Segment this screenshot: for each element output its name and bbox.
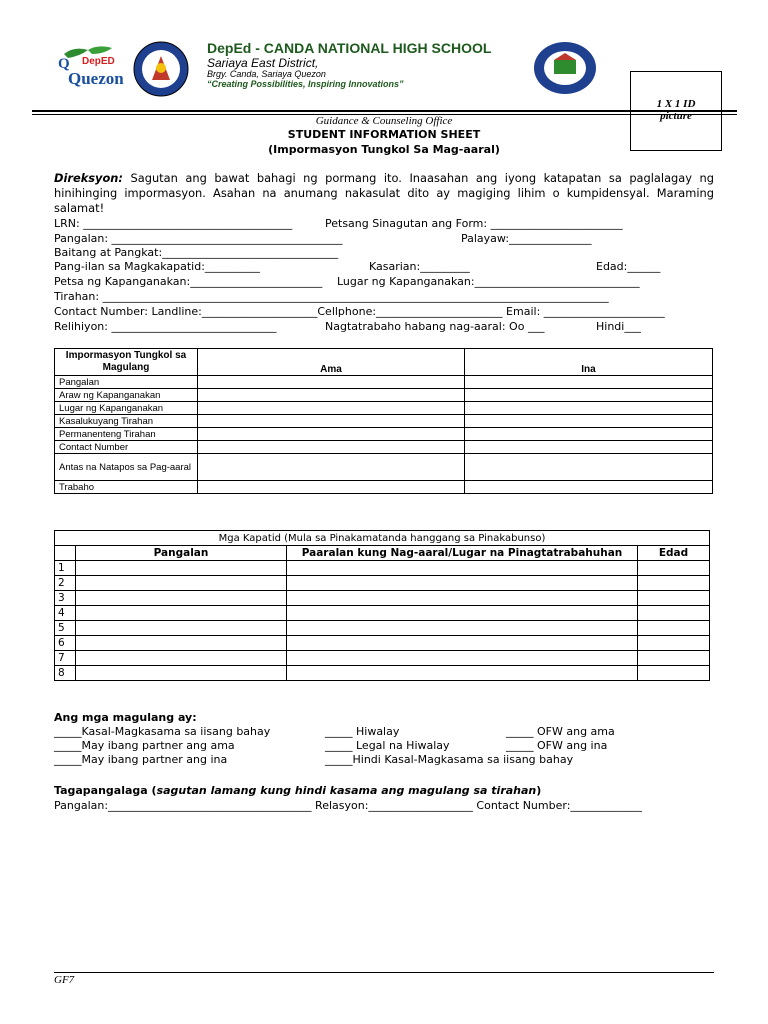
paaralan-cell[interactable] <box>287 606 638 621</box>
row-label: Lugar ng Kapanganakan <box>55 402 198 415</box>
ina-cell[interactable] <box>465 441 713 454</box>
svg-text:Q: Q <box>58 56 70 72</box>
row-label: Pangalan <box>55 376 198 389</box>
pangalan-cell[interactable] <box>76 561 287 576</box>
sheet-subtitle: (Impormasyon Tungkol Sa Mag-aaral) <box>268 143 500 156</box>
ama-cell[interactable] <box>198 415 465 428</box>
table-row <box>55 561 710 576</box>
tirahan-field[interactable]: Tirahan: ____________________________________________________________________________________________ <box>54 290 609 303</box>
table-row <box>55 651 710 666</box>
tagapangalaga-note: sagutan lamang kung hindi kasama ang magulang sa tirahan <box>156 784 537 797</box>
row-number: 7 <box>55 651 76 666</box>
option-partner-ina[interactable]: _____May ibang partner ang ina <box>54 753 228 766</box>
school-name: DepEd - CANDA NATIONAL HIGH SCHOOL <box>207 40 492 56</box>
edad-cell[interactable] <box>638 636 710 651</box>
table-row <box>55 606 710 621</box>
header-impormasyon: Impormasyon Tungkol sa Magulang <box>55 349 198 376</box>
row-number: 6 <box>55 636 76 651</box>
option-hiwalay[interactable]: _____ Hiwalay <box>325 725 400 738</box>
deped-seal-logo <box>132 40 190 98</box>
ama-cell[interactable] <box>198 428 465 441</box>
table-row <box>55 666 710 681</box>
row-number: 3 <box>55 591 76 606</box>
row-label: Kasalukuyang Tirahan <box>55 415 198 428</box>
row-number: 5 <box>55 621 76 636</box>
ama-cell[interactable] <box>198 376 465 389</box>
paaralan-cell[interactable] <box>287 666 638 681</box>
paaralan-cell[interactable] <box>287 651 638 666</box>
table-row <box>55 454 713 481</box>
direksyon-label: Direksyon: <box>54 171 123 185</box>
table-row <box>55 389 713 402</box>
id-box-line1: 1 X 1 ID <box>656 98 696 110</box>
option-hindi-kasal[interactable]: _____Hindi Kasal-Magkasama sa iisang bahay <box>325 753 574 766</box>
petsa-kapanganakan-field[interactable]: Petsa ng Kapanganakan:________________________ <box>54 275 323 288</box>
siblings-title-row <box>55 531 710 546</box>
option-kasal[interactable]: _____Kasal-Magkasama sa iisang bahay <box>54 725 271 738</box>
ama-cell[interactable] <box>198 441 465 454</box>
table-row <box>55 402 713 415</box>
pangalan-cell[interactable] <box>76 591 287 606</box>
row-label: Permanenteng Tirahan <box>55 428 198 441</box>
relihiyon-field[interactable]: Relihiyon: ______________________________ <box>54 320 277 333</box>
siblings-header-row <box>55 546 710 561</box>
ama-cell[interactable] <box>198 402 465 415</box>
ina-cell[interactable] <box>465 481 713 494</box>
header-divider <box>32 110 737 112</box>
pangalan-cell[interactable] <box>76 576 287 591</box>
district: Sariaya East District, <box>207 56 319 70</box>
edad-cell[interactable] <box>638 576 710 591</box>
school-address: Brgy. Canda, Sariaya Quezon <box>207 69 326 79</box>
header-edad: Edad <box>638 546 710 561</box>
table-row <box>55 428 713 441</box>
pangalan-cell[interactable] <box>76 636 287 651</box>
footer-divider <box>54 972 714 973</box>
row-number: 1 <box>55 561 76 576</box>
header-ama: Ama <box>198 349 465 376</box>
tagapangalaga-heading <box>54 784 541 797</box>
school-motto: “Creating Possibilities, Inspiring Innovations” <box>207 79 404 89</box>
id-box-line2: picture <box>660 110 692 122</box>
table-row <box>55 576 710 591</box>
pangalan-cell[interactable] <box>76 606 287 621</box>
petsa-form-field[interactable]: Petsang Sinagutan ang Form: ________________________ <box>325 217 623 230</box>
option-partner-ama[interactable]: _____May ibang partner ang ama <box>54 739 235 752</box>
sheet-title: STUDENT INFORMATION SHEET <box>287 128 481 141</box>
lugar-kapanganakan-field[interactable]: Lugar ng Kapanganakan:______________________________ <box>337 275 640 288</box>
table-row <box>55 636 710 651</box>
tagapangalaga-close: ) <box>536 784 542 797</box>
edad-cell[interactable] <box>638 561 710 576</box>
table-row <box>55 591 710 606</box>
option-ofw-ina[interactable]: _____ OFW ang ina <box>506 739 608 752</box>
office-name: Guidance & Counseling Office <box>315 115 453 127</box>
table-row <box>55 415 713 428</box>
nagtatrabaho-field[interactable]: Nagtatrabaho habang nag-aaral: Oo ___ <box>325 320 545 333</box>
edad-cell[interactable] <box>638 666 710 681</box>
svg-text:Quezon: Quezon <box>68 69 124 88</box>
table-row <box>55 481 713 494</box>
row-number: 2 <box>55 576 76 591</box>
svg-text:DepED: DepED <box>82 56 115 67</box>
siblings-title: Mga Kapatid (Mula sa Pinakamatanda hanggang sa Pinakabunso) <box>55 531 710 546</box>
row-label: Antas na Natapos sa Pag-aaral <box>55 454 198 481</box>
ina-cell[interactable] <box>465 376 713 389</box>
paaralan-cell[interactable] <box>287 561 638 576</box>
paaralan-cell[interactable] <box>287 576 638 591</box>
ina-cell[interactable] <box>465 428 713 441</box>
row-label: Contact Number <box>55 441 198 454</box>
lrn-field[interactable]: LRN: ______________________________________ <box>54 217 293 230</box>
header-ina: Ina <box>465 349 713 376</box>
ina-cell[interactable] <box>465 402 713 415</box>
paaralan-cell[interactable] <box>287 591 638 606</box>
option-legal-hiwalay[interactable]: _____ Legal na Hiwalay <box>325 739 450 752</box>
ama-cell[interactable] <box>198 389 465 402</box>
pangalan-cell[interactable] <box>76 651 287 666</box>
baitang-field[interactable]: Baitang at Pangkat:________________________________ <box>54 246 339 259</box>
edad-cell[interactable] <box>638 591 710 606</box>
ina-cell[interactable] <box>465 454 713 481</box>
row-label: Araw ng Kapanganakan <box>55 389 198 402</box>
table-row <box>55 441 713 454</box>
form-code: GF7 <box>54 974 75 986</box>
palayaw-field[interactable]: Palayaw:_______________ <box>461 232 592 245</box>
option-ofw-ama[interactable]: _____ OFW ang ama <box>506 725 615 738</box>
paaralan-cell[interactable] <box>287 636 638 651</box>
magulang-heading: Ang mga magulang ay: <box>54 711 197 724</box>
paaralan-cell[interactable] <box>287 621 638 636</box>
parents-table <box>54 348 713 494</box>
direksyon-text: Sagutan ang bawat bahagi ng pormang ito. Inaasahan ang iyong katapatan sa paglalagay ng hinihinging impormasyon. Asahan na anumang nakasulat dito ay magiging lihim o kumpidensyal. Maraming salamat! <box>54 171 714 215</box>
ama-cell[interactable] <box>198 481 465 494</box>
siblings-table <box>54 530 710 681</box>
table-row <box>55 376 713 389</box>
row-number: 4 <box>55 606 76 621</box>
pang-ilan-field[interactable]: Pang-ilan sa Magkakapatid:__________ <box>54 260 260 273</box>
table-header-row <box>55 349 713 376</box>
row-number: 8 <box>55 666 76 681</box>
pangalan-field[interactable]: Pangalan: __________________________________________ <box>54 232 343 245</box>
edad-cell[interactable] <box>638 606 710 621</box>
ina-cell[interactable] <box>465 415 713 428</box>
ina-cell[interactable] <box>465 389 713 402</box>
tagapangalaga-fields[interactable]: Pangalan:_____________________________________ Relasyon:___________________ Contact Number:_____________ <box>54 799 642 812</box>
contact-field[interactable]: Contact Number: Landline:_____________________Cellphone:_______________________ Email: ______________________ <box>54 305 665 318</box>
tagapangalaga-label: Tagapangalaga ( <box>54 784 157 797</box>
edad-cell[interactable] <box>638 651 710 666</box>
num-header <box>55 546 76 561</box>
direksyon-paragraph <box>54 171 714 216</box>
edad-field[interactable]: Edad:______ <box>596 260 661 273</box>
ama-cell[interactable] <box>198 454 465 481</box>
hindi-field[interactable]: Hindi___ <box>596 320 641 333</box>
row-label: Trabaho <box>55 481 198 494</box>
header-pangalan: Pangalan <box>76 546 287 561</box>
edad-cell[interactable] <box>638 621 710 636</box>
pangalan-cell[interactable] <box>76 621 287 636</box>
table-row <box>55 621 710 636</box>
deped-quezon-logo <box>54 44 126 92</box>
canda-nhs-seal <box>532 40 598 96</box>
kasarian-field[interactable]: Kasarian:_________ <box>369 260 470 273</box>
header-paaralan: Paaralan kung Nag-aaral/Lugar na Pinagtatrabahuhan <box>287 546 638 561</box>
pangalan-cell[interactable] <box>76 666 287 681</box>
